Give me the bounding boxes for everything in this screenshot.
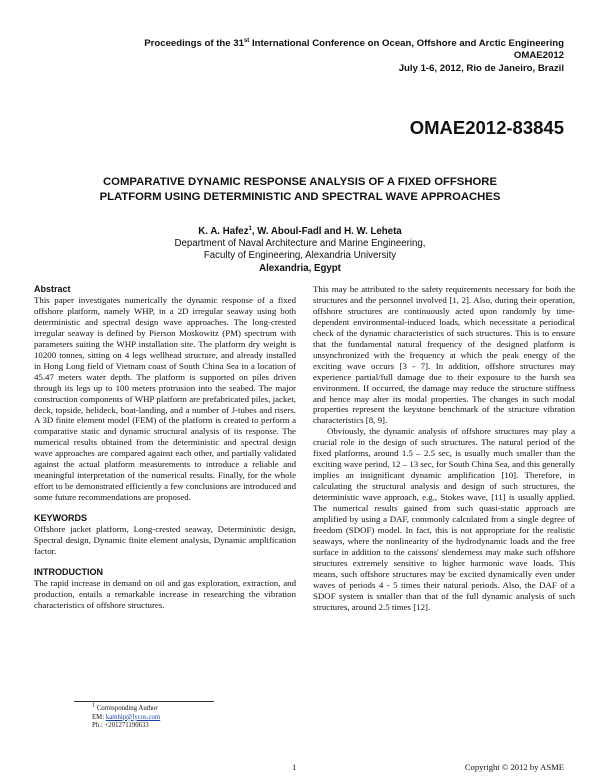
right-column: [313, 284, 575, 613]
paper-title: [40, 175, 560, 205]
affiliation-line-1: Department of Naval Architecture and Marine Engineering,: [174, 238, 426, 250]
author-1-footnote-mark: 1: [248, 225, 252, 232]
email-link[interactable]: kamhip@lycos.com: [105, 713, 161, 721]
other-authors: , W. Aboul-Fadl and H. W. Leheta: [251, 226, 402, 237]
left-column: [34, 284, 296, 611]
footnote-corresponding: Corresponding Author: [95, 705, 158, 712]
proceedings-prefix: Proceedings of the 31: [144, 38, 244, 49]
keywords-heading: KEYWORDS: [34, 513, 88, 524]
footnote-phone: Ph.: +201271190633: [92, 722, 149, 730]
author-block: [40, 226, 560, 275]
footnote-divider: [74, 701, 214, 702]
title-line-2: PLATFORM USING DETERMINISTIC AND SPECTRAL WAVE APPROACHES: [99, 191, 501, 203]
abstract-heading: Abstract: [34, 284, 71, 294]
affiliation-location: Alexandria, Egypt: [259, 262, 341, 274]
footnote-line-1: [92, 702, 160, 714]
author-1: K. A. Hafez: [198, 226, 249, 237]
email-label: EM:: [92, 713, 106, 721]
keywords-text: Offshore jacket platform, Long-crested seaway, Deterministic design, Spectral design, Dynamic finite element analysis, Dynamic amplification factor.: [34, 524, 296, 557]
proceedings-header: [44, 38, 564, 75]
footnote-email-line: [92, 714, 160, 723]
page-number: 1: [292, 762, 297, 772]
title-line-1: COMPARATIVE DYNAMIC RESPONSE ANALYSIS OF A FIXED OFFSHORE: [103, 176, 497, 188]
footnote: [92, 702, 161, 731]
author-list: [40, 226, 560, 238]
proceedings-suffix: International Conference on Ocean, Offshore and Arctic Engineering: [249, 38, 564, 49]
conference-code: OMAE2012: [513, 50, 564, 62]
introduction-heading: INTRODUCTION: [34, 566, 103, 577]
abstract-text: This paper investigates numerically the dynamic response of a fixed offshore platform, namely WHP, in a 2D irregular seaway using both deterministic and spectral design wave approaches. The long-crested irregular seaway is defined by Pierson Moskowitz (PM) spectrum with parameters suiting the WHP installation site. The platform dry weight is 10200 tonnes, sitting on 4 legs wellhead structure, and already installed in Hong Long field of Vietnam coast of South China Sea in a location of 45.47 meters water depth. The platform is supported on piles driven through its legs up to 100 meters protrusion into the seabed. The major construction components of WHP platform are prefabricated piles, jacket, deck, topside, helideck, boat-landing, and a number of J-tubes and risers. A 3D finite element model (FEM) of the platform is created to perform a comparative static and dynamic structural analysis of its response. The numerical results obtained from the deterministic and spectral design wave approaches are compared against each other, and partially validated against the actual platform measurements to introduce a reliable and meaningful interpretation of the numerical results. Finally, for the whole effort to be demonstrated efficiently a few conclusions are introduced and some future recommendations are proposed.: [34, 295, 296, 503]
affiliation-line-2: Faculty of Engineering, Alexandria University: [203, 250, 397, 262]
paper-id: OMAE2012-83845: [409, 117, 564, 138]
conference-dates-location: July 1-6, 2012, Rio de Janeiro, Brazil: [398, 62, 564, 74]
proceedings-title: [44, 38, 564, 50]
intro-paragraph-1: This may be attributed to the safety requirements necessary for both the structures and the personnel involved [1, 2]. Also, during their operation, offshore structures are continuously acted upon randomly by time-dependent environmental-induced loads, which necessitate a periodical check of the dynamic characteristics of such structures. This is to ensure that the fundamental natural frequency of the designed platform is unsynchronized with the frequency at which the peak energy of the exciting wave occurs [3 - 7]. In addition, offshore structures may experience partial/full damage due to their exposure to the harsh sea environment. If occurred, the damage may reduce the structure stiffness and hence may alter its modal properties. The changes in such modal properties represent the keystone benchmark of the structure vibration characteristics [8, 9].: [313, 284, 575, 426]
proceedings-ordinal: st: [243, 37, 250, 44]
intro-paragraph-2: Obviously, the dynamic analysis of offshore structures may play a crucial role in the design of such structures. The natural period of the fixed platforms, around 1.5 – 2.5 sec, is usually much smaller than the exciting wave period, 12 – 13 sec, for South China Sea, and this generally implies an insignificant dynamic amplification [10]. Therefore, in calculating the structural analysis and design of such structures, the deterministic wave approach, e.g., Stokes wave, [11] is usually applied. The numerical results gained from such quasi-static approach are amplified by using a DAF, commonly calculated from a single degree of freedom (SDOF) model. In fact, this is not appropriate for the realistic seaways, where the nonlinearity of the hydrodynamic loads and the free surface in addition to the caissons' slenderness may make such offshore structures extremely sensitive to higher harmonic wave loads. This means, such offshore structures may be excited dynamically even under waves of periods 4 - 5 times their natural periods. Also, the DAF of a SDOF system is smaller than that of the full dynamic analysis of such structures, around 2.5 times [12].: [313, 426, 575, 612]
introduction-text: The rapid increase in demand on oil and gas exploration, extraction, and production, entails a remarkable increase in researching the vibration characteristics of offshore structures.: [34, 577, 296, 610]
copyright-notice: Copyright © 2012 by ASME: [464, 762, 564, 772]
footnote-mark: 1: [92, 702, 95, 709]
